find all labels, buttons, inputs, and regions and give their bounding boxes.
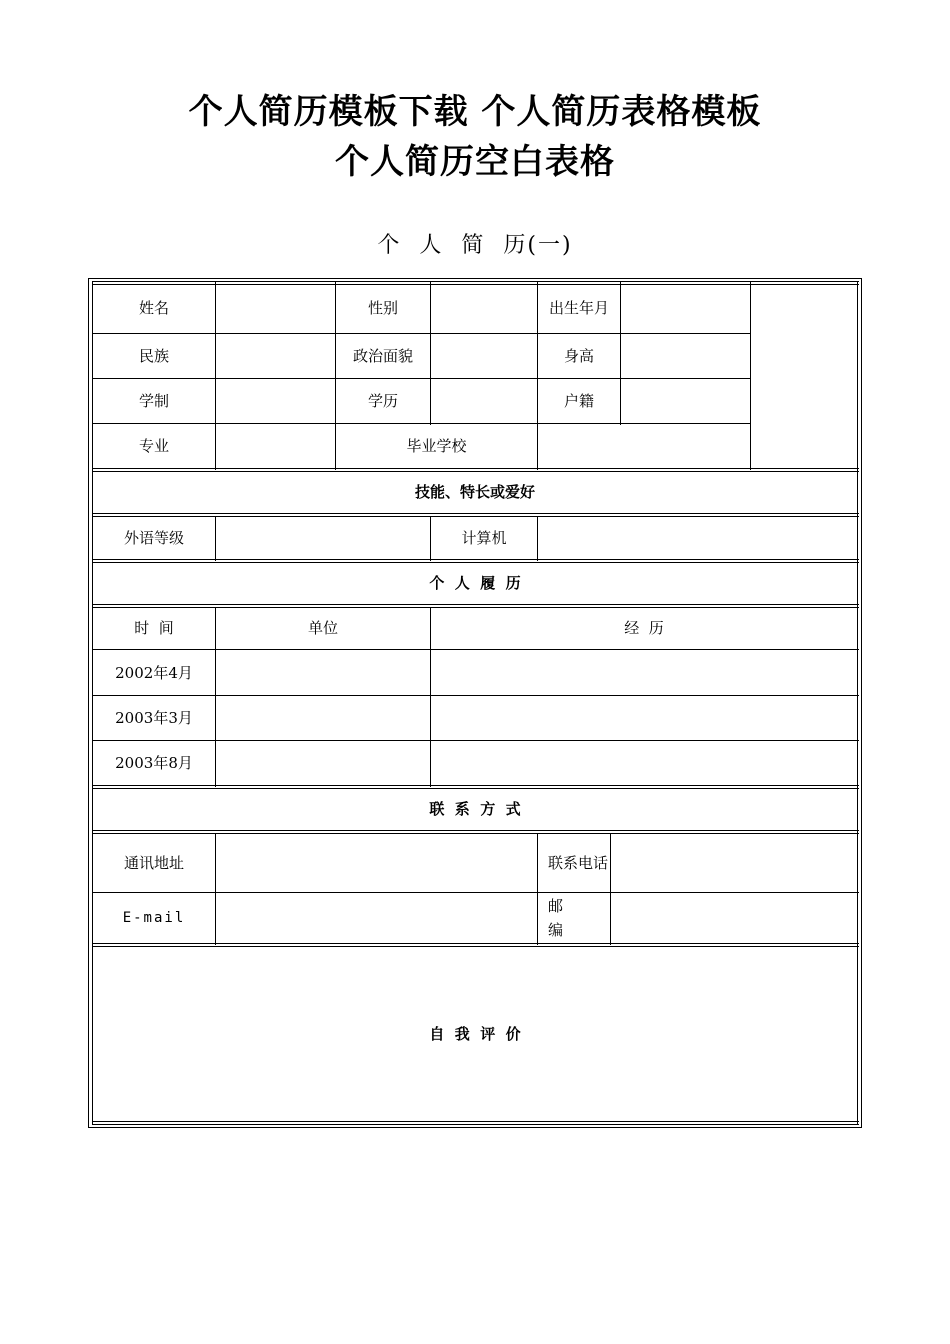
history-row-unit-field[interactable] [216, 650, 430, 695]
photo-area[interactable] [751, 282, 857, 468]
major-field[interactable] [216, 424, 335, 468]
schooling-field[interactable] [216, 379, 335, 423]
label-ethnicity: 民族 [138, 347, 169, 365]
label-schooling: 学制 [138, 392, 169, 410]
education-field[interactable] [431, 379, 537, 423]
section-self-eval-title[interactable]: 自 我 评 价 [429, 1024, 521, 1043]
phone-field[interactable] [611, 833, 857, 892]
ethnicity-field[interactable] [216, 334, 335, 378]
resume-table [88, 278, 862, 1128]
history-row-unit-field[interactable] [216, 696, 430, 740]
height-field[interactable] [621, 334, 750, 378]
label-graduate-school: 毕业学校 [406, 437, 467, 455]
political-field[interactable] [431, 334, 537, 378]
history-row-time: 2003年3月 [115, 709, 193, 727]
name-field[interactable] [216, 282, 335, 333]
label-political: 政治面貌 [352, 347, 413, 365]
language-level-field[interactable] [216, 516, 430, 559]
col-header-experience: 经 历 [624, 619, 664, 637]
label-address: 通讯地址 [123, 853, 184, 872]
label-hukou: 户籍 [563, 392, 594, 410]
hukou-field[interactable] [621, 379, 750, 423]
label-postcode: 邮编 [548, 897, 564, 939]
label-computer: 计算机 [461, 528, 507, 547]
col-header-time: 时 间 [134, 619, 174, 637]
col-header-unit: 单位 [307, 619, 338, 637]
label-major: 专业 [138, 437, 169, 455]
form-subtitle: 个 人 简 历(一) [377, 233, 573, 258]
history-row-experience-field[interactable] [431, 696, 857, 740]
page-title-line1: 个人简历模板下载 个人简历表格模板 [188, 92, 762, 132]
label-name: 姓名 [138, 298, 169, 317]
label-language-level: 外语等级 [123, 528, 184, 547]
birth-field[interactable] [621, 282, 750, 333]
label-gender: 性别 [367, 298, 398, 317]
label-height: 身高 [563, 347, 594, 365]
label-birth: 出生年月 [548, 298, 609, 317]
postcode-field[interactable] [611, 893, 857, 943]
section-skills-title: 技能、特长或爱好 [414, 483, 535, 501]
label-education: 学历 [367, 392, 398, 410]
graduate-school-field[interactable] [538, 424, 750, 468]
history-row-time: 2003年8月 [115, 754, 193, 772]
section-history-title: 个 人 履 历 [429, 574, 521, 592]
section-contact-title: 联 系 方 式 [429, 800, 521, 818]
label-email: E-mail [122, 910, 186, 926]
email-field[interactable] [216, 893, 537, 943]
address-field[interactable] [216, 833, 537, 892]
history-row-unit-field[interactable] [216, 741, 430, 785]
label-phone: 联系电话 [548, 853, 609, 872]
history-row-experience-field[interactable] [431, 650, 857, 695]
page-title-line2: 个人简历空白表格 [335, 142, 615, 182]
gender-field[interactable] [431, 282, 537, 333]
computer-field[interactable] [538, 516, 857, 559]
history-row-time: 2002年4月 [115, 663, 193, 682]
history-row-experience-field[interactable] [431, 741, 857, 785]
